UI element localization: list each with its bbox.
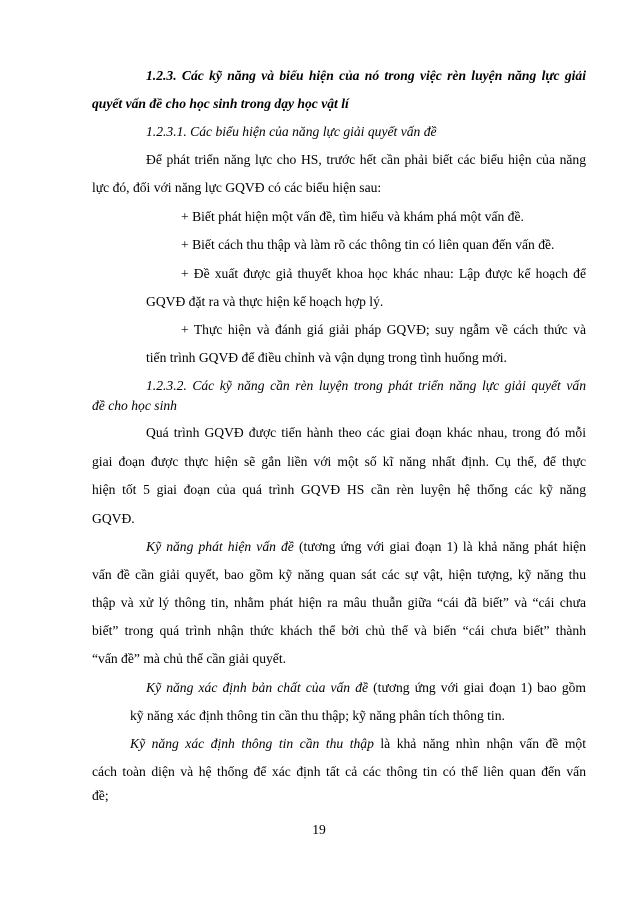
paragraph-nature-line-2: kỹ năng xác định thông tin cần thu thập; kỹ năng phân tích thông tin. xyxy=(130,708,505,723)
paragraph-info-line-2: cách toàn diện và hệ thống để xác định tất cả các thông tin có thể liên quan đến vấn xyxy=(92,764,586,779)
paragraph-detect-line-1 xyxy=(146,538,586,556)
paragraph-intro-line-2: lực đó, đối với năng lực GQVĐ có các biểu hiện sau: xyxy=(92,180,382,195)
heading-1-2-3-line-1: 1.2.3. Các kỹ năng và biểu hiện của nó trong việc rèn luyện năng lực giải xyxy=(146,68,586,83)
bullet-item-4-line-2: tiến trình GQVĐ để điều chỉnh và vận dụng trong tình huống mới. xyxy=(146,350,507,365)
heading-1-2-3-2-line-1: 1.2.3.2. Các kỹ năng cần rèn luyện trong phát triển năng lực giải quyết vấn xyxy=(146,378,586,393)
heading-1-2-3-2-line-2: đề cho học sinh xyxy=(92,398,177,413)
bullet-item-4-line-1: + Thực hiện và đánh giá giải pháp GQVĐ; suy ngẫm về cách thức và xyxy=(181,322,586,337)
paragraph-process-line-1: Quá trình GQVĐ được tiến hành theo các giai đoạn khác nhau, trong đó mỗi xyxy=(146,425,586,440)
term-detect-problem-skill: Kỹ năng phát hiện vấn đề xyxy=(146,539,294,554)
paragraph-process-line-2: giai đoạn được thực hiện sẽ gắn liền với một số kĩ năng nhất định. Cụ thể, để thực xyxy=(92,454,586,469)
paragraph-detect-line-5: “vấn đề” mà chủ thể cần giải quyết. xyxy=(92,651,287,666)
paragraph-detect-line-3: thập và xử lý thông tin, nhằm phát hiện ra mâu thuẫn giữa “cái đã biết” và “cái chưa xyxy=(92,595,586,610)
page-number: 19 xyxy=(312,822,326,837)
paragraph-intro-line-1: Để phát triển năng lực cho HS, trước hết cần phải biết các biểu hiện của năng xyxy=(146,152,586,167)
bullet-item-2: + Biết cách thu thập và làm rõ các thông tin có liên quan đến vấn đề. xyxy=(181,237,555,252)
paragraph-info-line-1-text: là khả năng nhìn nhận vấn đề một xyxy=(373,736,586,751)
paragraph-info-line-1 xyxy=(130,735,586,753)
paragraph-nature-line-1 xyxy=(146,679,586,697)
paragraph-info-line-3: đề; xyxy=(92,788,109,803)
paragraph-nature-line-1-text: (tương ứng với giai đoạn 1) bao gồm xyxy=(368,680,586,695)
term-identify-info-skill: Kỹ năng xác định thông tin cần thu thập xyxy=(130,736,374,751)
paragraph-detect-line-4: biết” trong quá trình nhận thức khách thể bởi chủ thể và biến “cái chưa biết” thành xyxy=(92,623,586,638)
heading-1-2-3-line-2: quyết vấn đề cho học sinh trong dạy học vật lí xyxy=(92,96,349,111)
bullet-item-3-line-2: GQVĐ đặt ra và thực hiện kế hoạch hợp lý. xyxy=(146,294,384,309)
bullet-item-3-line-1: + Đề xuất được giả thuyết khoa học khác nhau: Lập được kế hoạch để xyxy=(181,266,586,281)
bullet-item-1: + Biết phát hiện một vấn đề, tìm hiểu và khám phá một vấn đề. xyxy=(181,209,524,224)
paragraph-process-line-4: GQVĐ. xyxy=(92,511,135,526)
term-identify-nature-skill: Kỹ năng xác định bản chất của vấn đề xyxy=(146,680,369,695)
paragraph-detect-line-1-text: (tương ứng với giai đoạn 1) là khả năng phát hiện xyxy=(293,539,586,554)
heading-1-2-3-1: 1.2.3.1. Các biểu hiện của năng lực giải quyết vấn đề xyxy=(146,124,437,139)
paragraph-process-line-3: hiện tốt 5 giai đoạn của quá trình GQVĐ HS cần rèn luyện hệ thống các kỹ năng xyxy=(92,482,586,497)
paragraph-detect-line-2: vấn đề cần giải quyết, bao gồm kỹ năng quan sát các sự vật, hiện tượng, kỹ năng thu xyxy=(92,567,586,582)
